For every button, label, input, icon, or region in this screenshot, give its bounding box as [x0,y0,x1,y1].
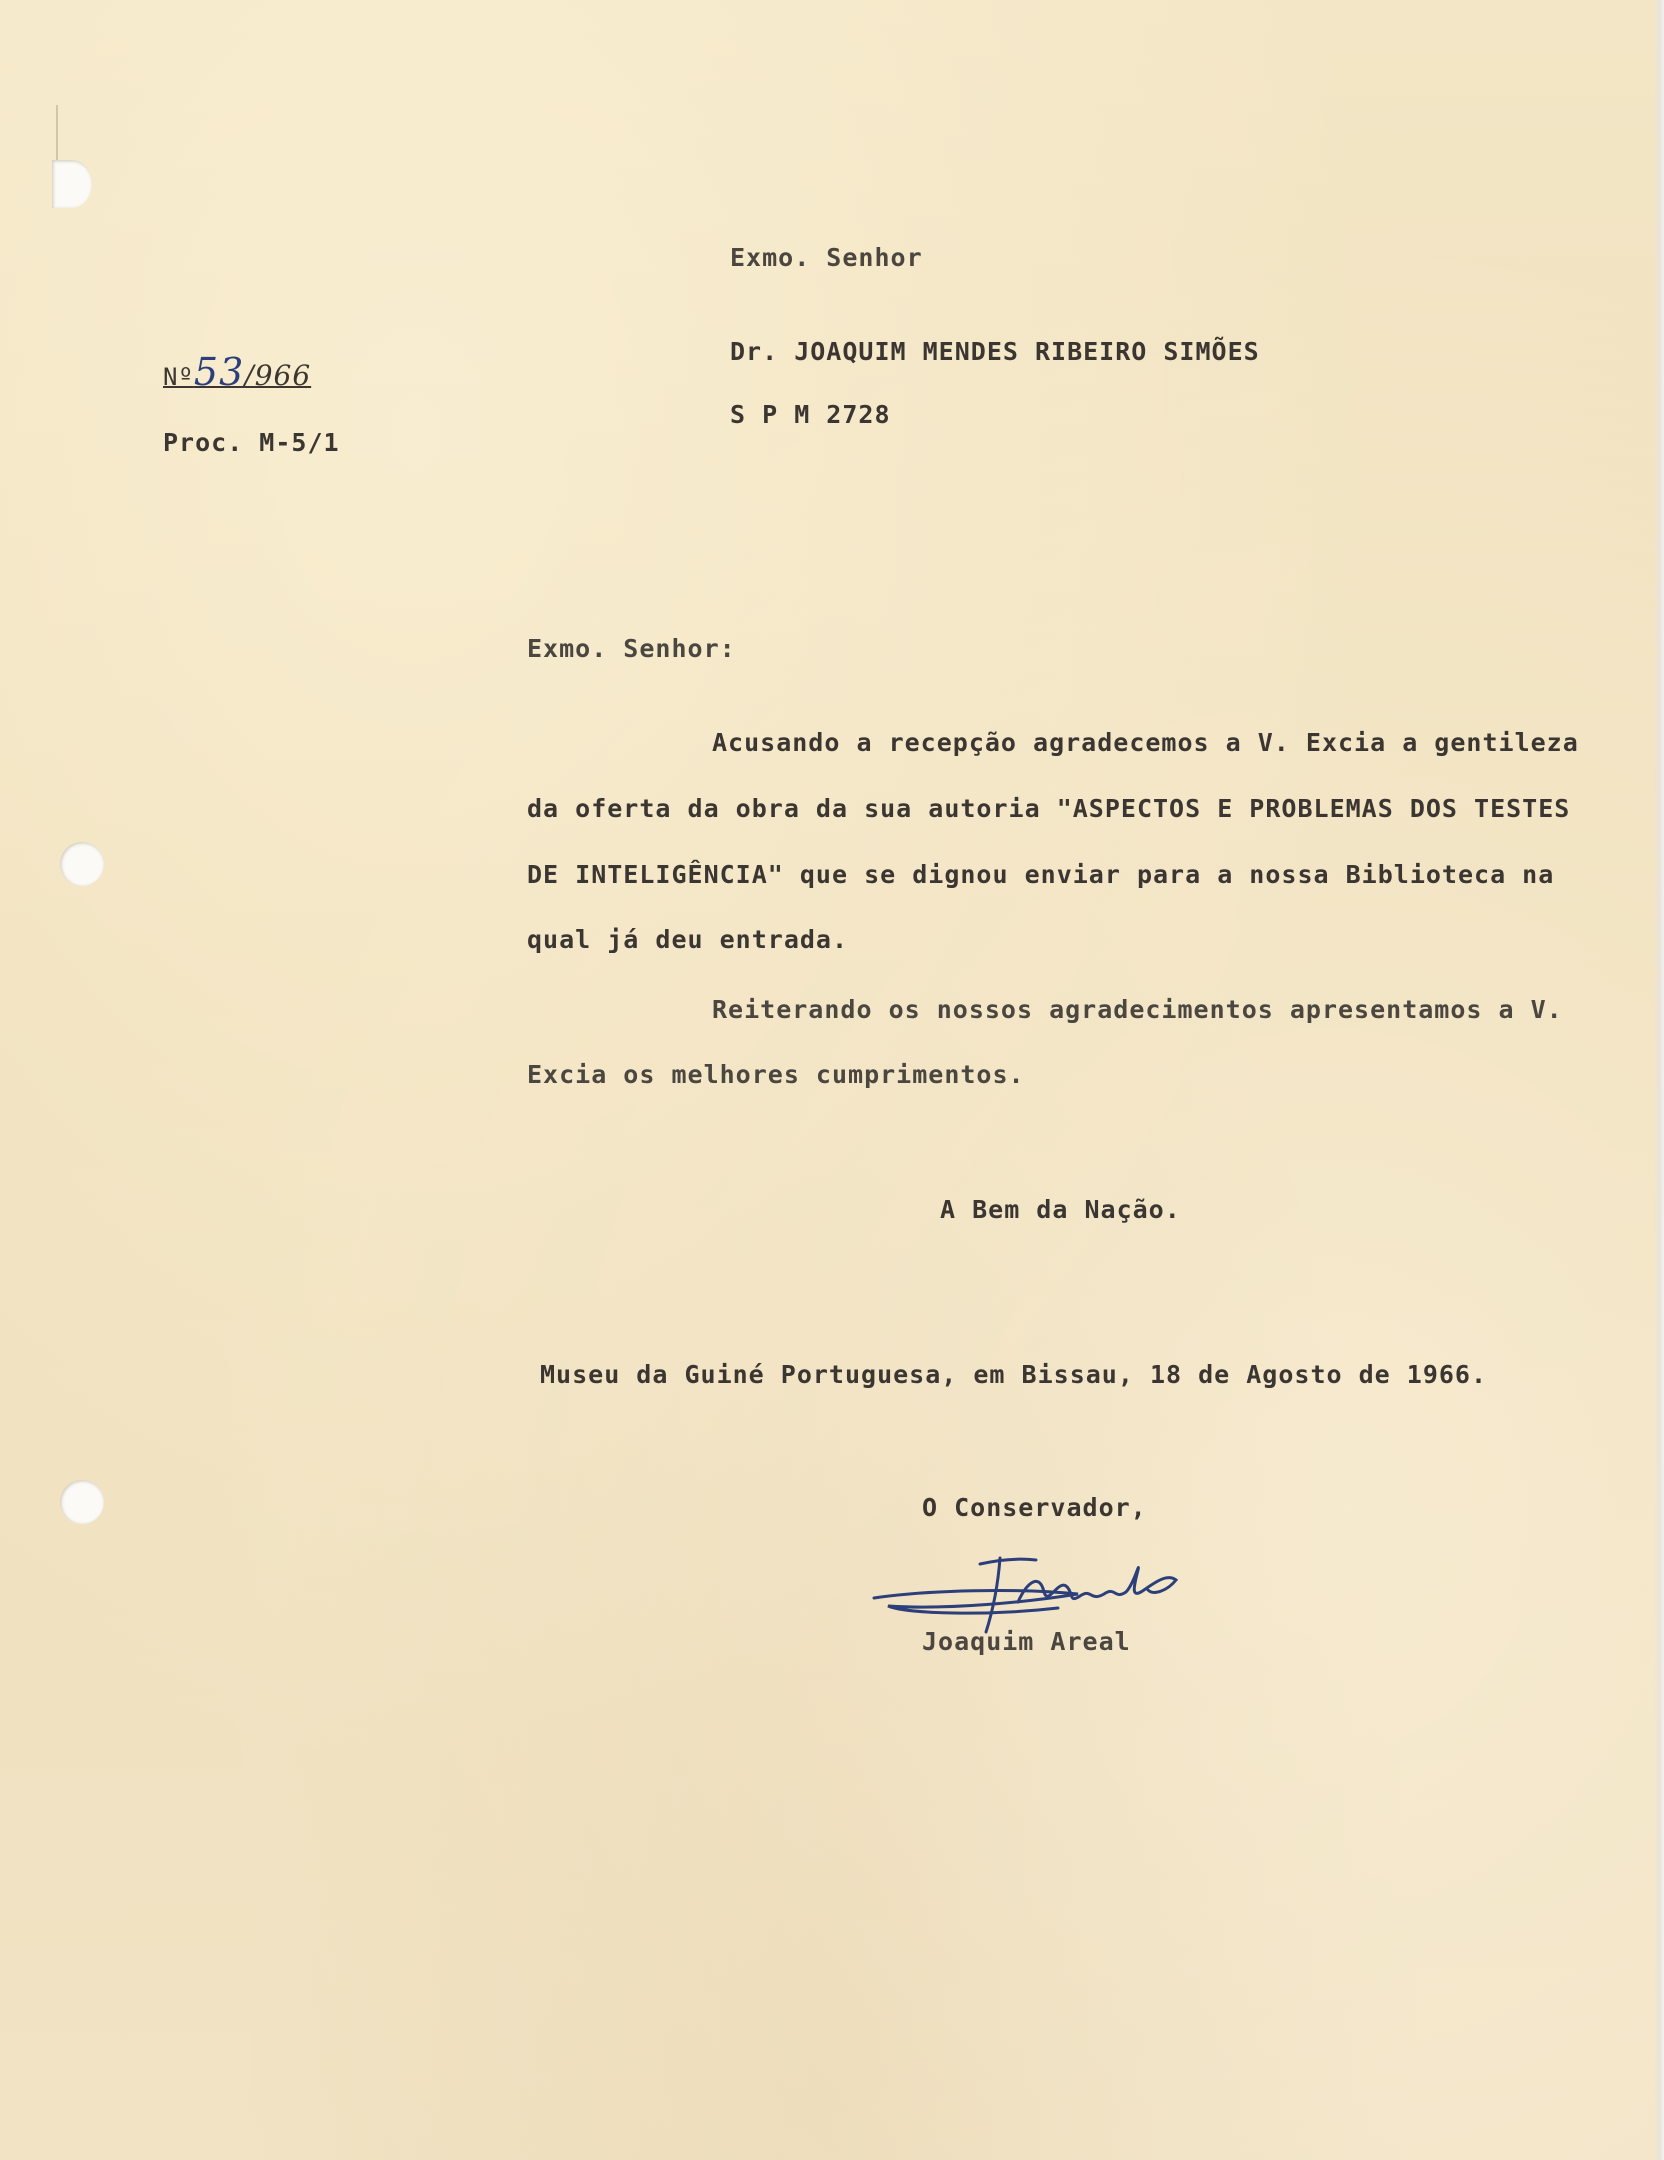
reference-number-handwritten: 53 [193,350,245,394]
punch-hole-bottom [60,1480,104,1524]
signer-name: Joaquim Areal [922,1627,1131,1656]
paper-right-edge [1654,0,1664,2160]
closing-motto: A Bem da Nação. [940,1195,1181,1224]
reference-number-label: Nº [163,363,194,391]
recipient-name: Dr. JOAQUIM MENDES RIBEIRO SIMÕES [730,337,1260,366]
place-date: Museu da Guiné Portuguesa, em Bissau, 18 de Agosto de 1966. [540,1360,1488,1389]
reference-year: /966 [244,359,312,392]
body-line: Excia os melhores cumprimentos. [527,1060,1025,1089]
body-line: da oferta da obra da sua autoria "ASPECTOS E PROBLEMAS DOS TESTES [527,794,1571,823]
paper-crease [56,105,68,165]
body-line: qual já deu entrada. [527,925,849,954]
body-line: DE INTELIGÊNCIA" que se dignou enviar para a nossa Biblioteca na [527,860,1555,889]
signer-title: O Conservador, [922,1493,1147,1522]
reference-number [163,350,311,394]
punch-hole-top [52,160,92,208]
greeting: Exmo. Senhor: [527,634,736,663]
body-line: Acusando a recepção agradecemos a V. Excia a gentileza [712,728,1579,757]
body-line: Reiterando os nossos agradecimentos apresentamos a V. [712,995,1563,1024]
recipient-address: S P M 2728 [730,400,891,429]
punch-hole-middle [60,842,104,886]
recipient-salutation: Exmo. Senhor [730,243,923,272]
reference-process: Proc. M-5/1 [163,428,340,457]
